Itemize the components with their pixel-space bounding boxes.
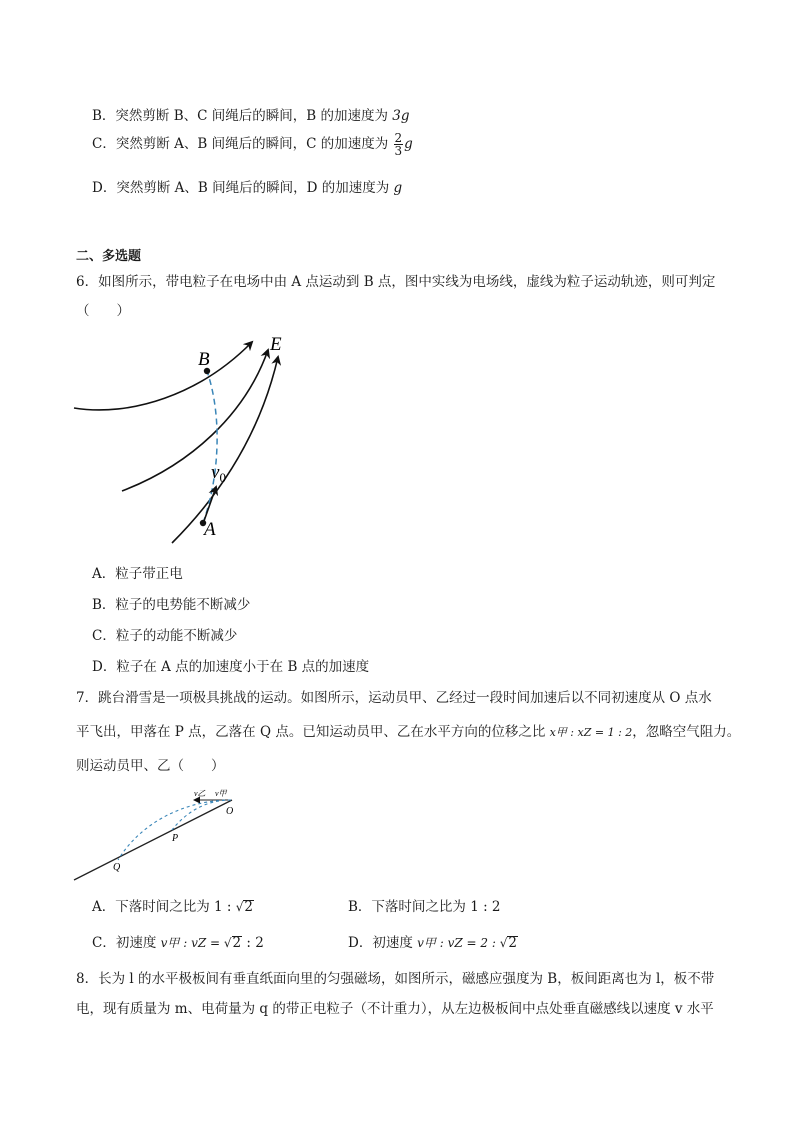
q5-option-c: C．突然剪断 A、B 间绳后的瞬间，C 的加速度为 $\frac{2}{3}$ g — [92, 131, 413, 158]
label-e: E — [270, 334, 282, 355]
field-line-middle — [122, 350, 268, 491]
q7-stem-2: 平飞出，甲落在 P 点，乙落在 Q 点。已知运动员甲、乙在水平方向的位移之比 x甲 : xZ = 1 : 2，忽略空气阻力。 — [76, 724, 741, 740]
q7-ski-jump-figure — [66, 782, 256, 884]
q6-option-c: C．粒子的动能不断减少 — [92, 628, 238, 644]
q8-stem-2: 电，现有质量为 m、电荷量为 q 的带正电粒子（不计重力），从左边极板间中点处垂直磁感线以速度 v 水平 — [76, 1001, 714, 1017]
q6-stem-paren: （ ） — [76, 303, 130, 319]
label-v-yi: v乙 — [194, 789, 206, 798]
q7-stem-3: 则运动员甲、乙（ ） — [76, 758, 225, 774]
q6-stem: 6．如图所示，带电粒子在电场中由 A 点运动到 B 点，图中实线为电场线，虚线为粒子运动轨迹，则可判定 — [76, 274, 716, 290]
fraction: $\frac{2}{3}$ — [394, 131, 403, 158]
q6-electric-field-figure — [60, 325, 320, 550]
field-line-right — [172, 357, 278, 543]
label-o: O — [226, 806, 234, 817]
label-a: A — [204, 519, 216, 540]
field-line-top — [74, 342, 252, 410]
q5-option-b: B．突然剪断 B、C 间绳后的瞬间，B 的加速度为 3g — [92, 108, 410, 124]
q7-option-b: B．下落时间之比为 1 : 2 — [348, 899, 501, 915]
q8-stem-1: 8．长为 l 的水平极板间有垂直纸面向里的匀强磁场，如图所示，磁感应强度为 B，板间距离也为 l，板不带 — [76, 971, 715, 987]
label-q: Q — [113, 862, 121, 873]
label-v-jia: v甲 — [215, 789, 227, 798]
particle-trajectory — [203, 371, 217, 523]
label-v0: $v_0$ — [211, 462, 226, 485]
q7-stem-1: 7．跳台滑雪是一项极具挑战的运动。如图所示，运动员甲、乙经过一段时间加速后以不同初速度从 O 点水 — [76, 690, 712, 706]
slope-line — [74, 800, 232, 880]
q6-option-d: D．粒子在 A 点的加速度小于在 B 点的加速度 — [92, 659, 370, 675]
label-b: B — [198, 349, 210, 370]
label-p: P — [172, 833, 179, 844]
q6-option-a: A．粒子带正电 — [92, 566, 183, 582]
section-title: 二、多选题 — [76, 249, 142, 264]
q7-option-d: D．初速度 v甲 : vZ = 2 : √2 — [348, 935, 517, 951]
q5-option-d: D．突然剪断 A、B 间绳后的瞬间，D 的加速度为 g — [92, 180, 403, 196]
q7-option-c: C．初速度 v甲 : vZ = √2 : 2 — [92, 935, 264, 951]
q7-option-a: A．下落时间之比为 1 : √2 — [92, 899, 254, 915]
q6-option-b: B．粒子的电势能不断减少 — [92, 597, 251, 613]
